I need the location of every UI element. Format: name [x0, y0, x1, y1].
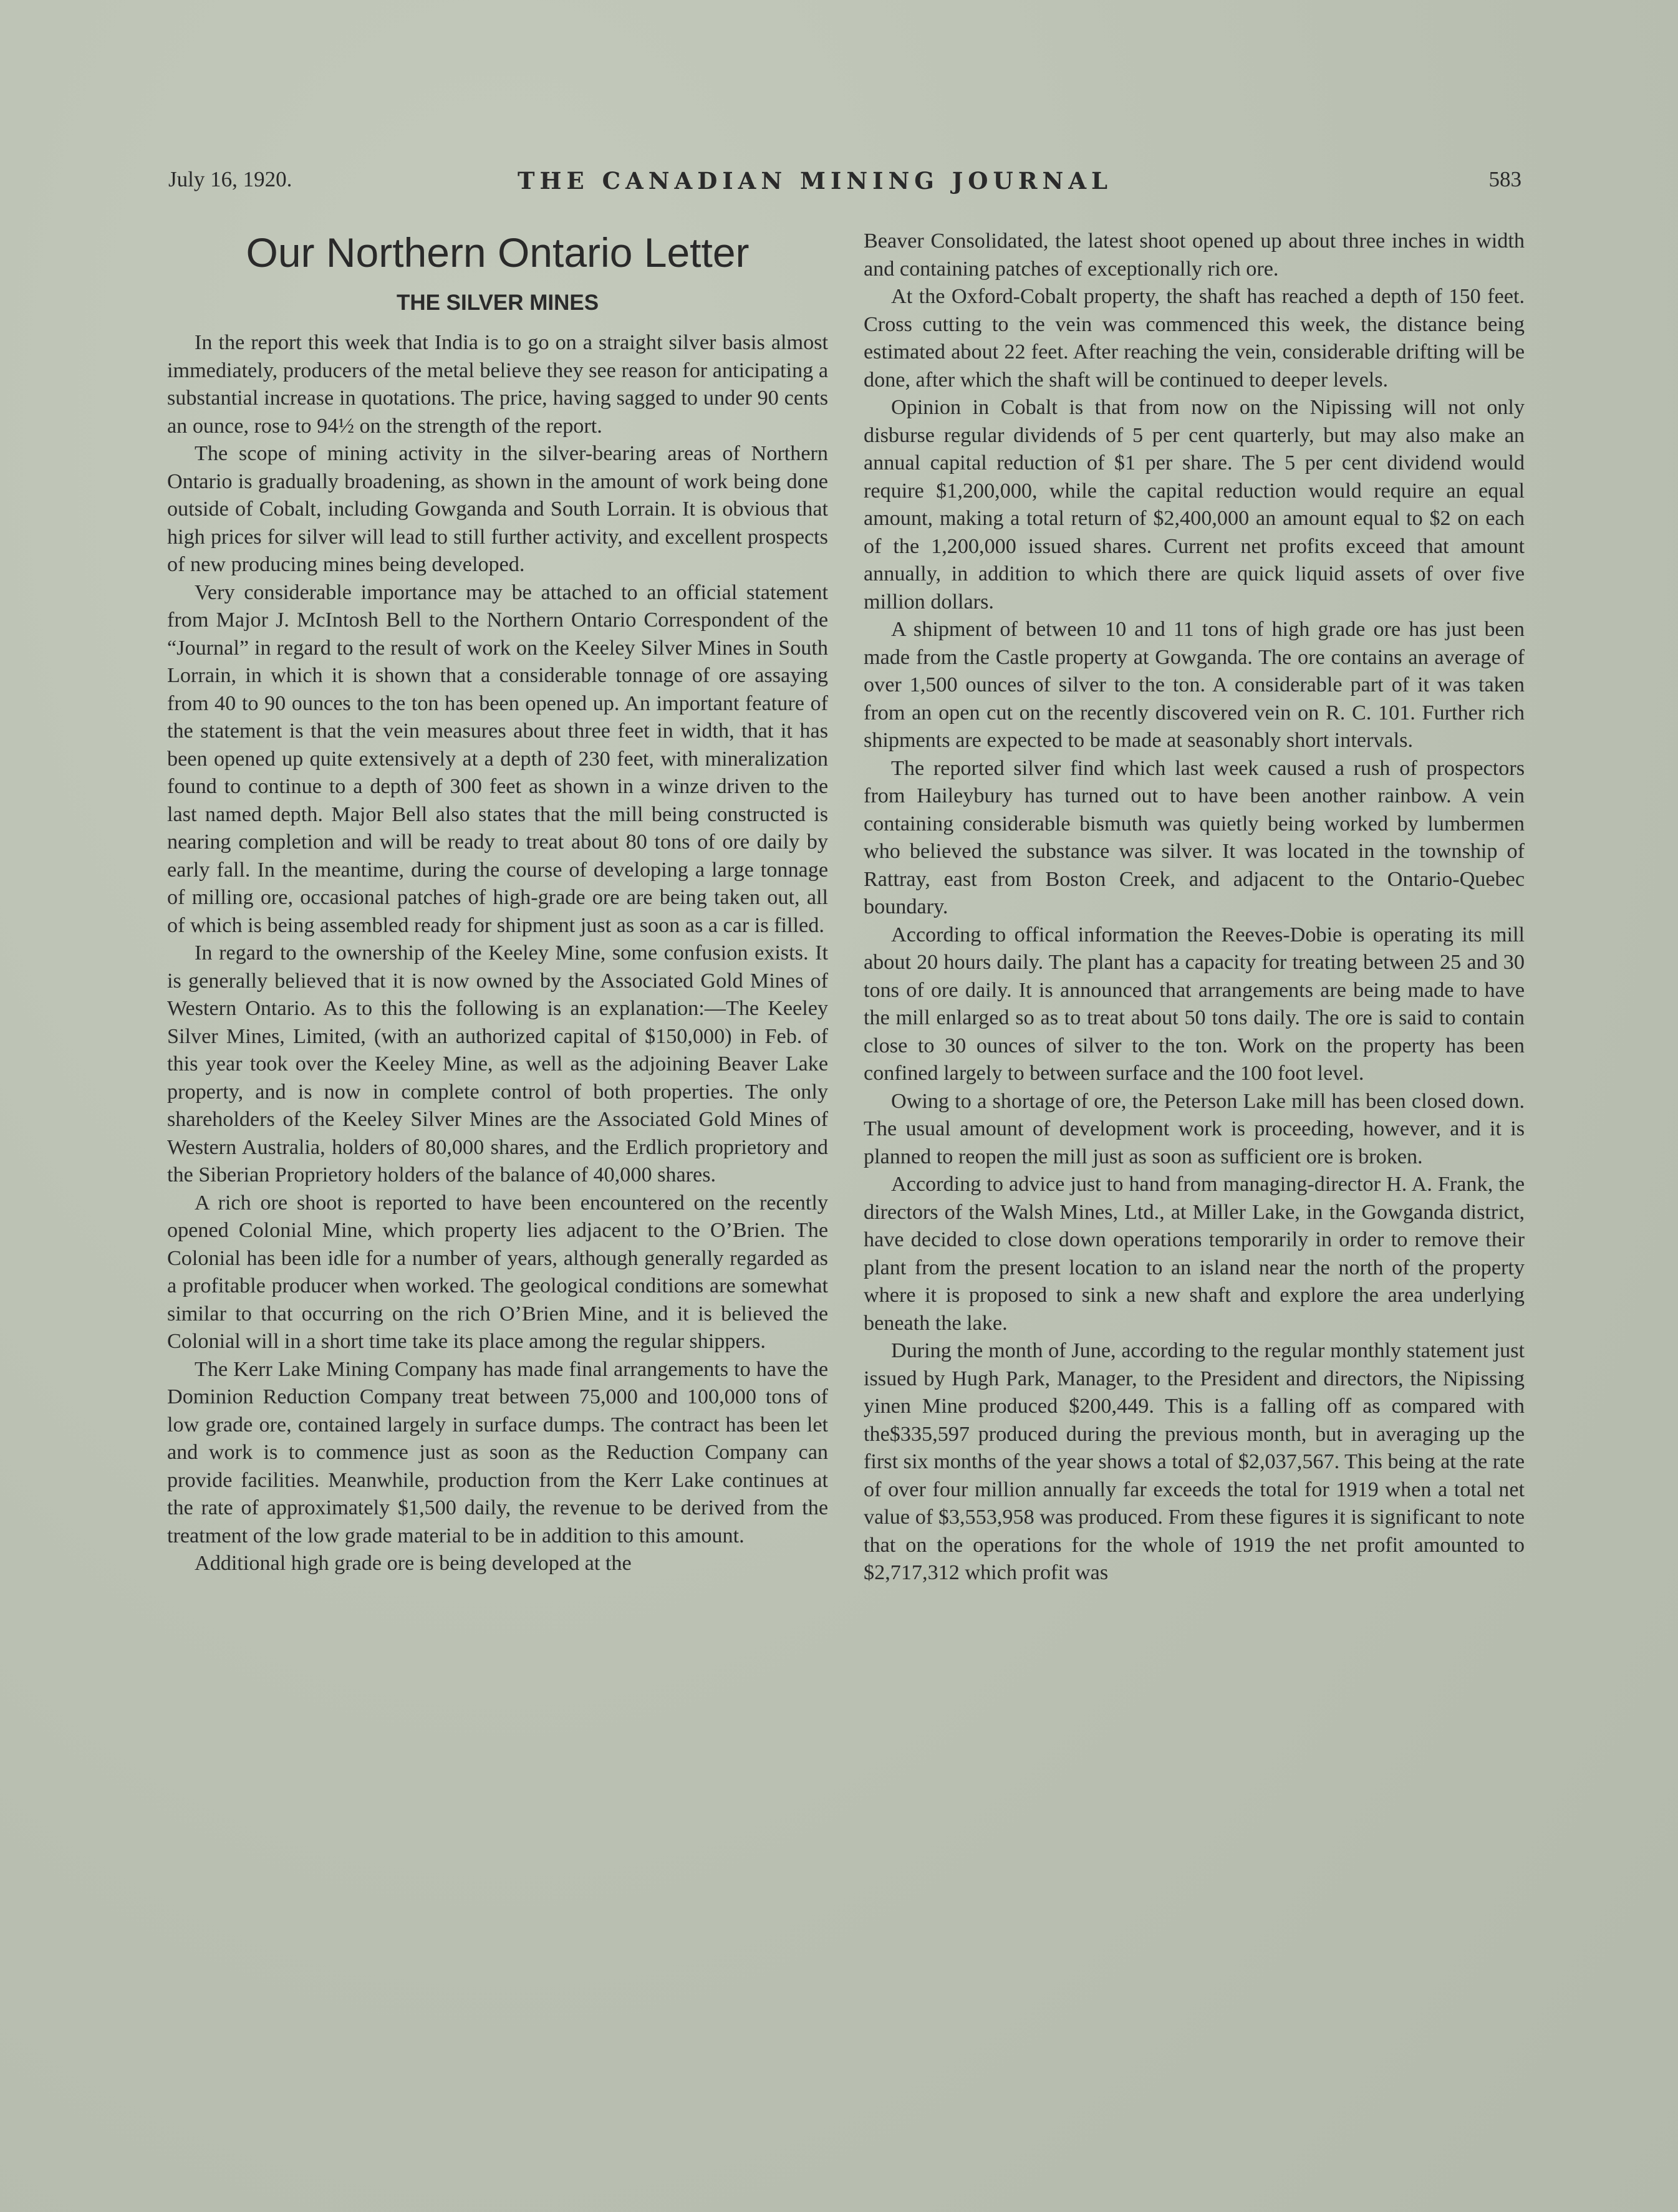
left-column [167, 224, 828, 1578]
paragraph: The scope of mining activity in the silver-bearing areas of Northern Ontario is gradually broadening, as shown in the amount of work being done outside of Cobalt, including Gowganda and South Lorrain. It is obvious that high prices for silver will lead to still further activity, and excellent prospects of new producing mines being developed. [167, 442, 828, 576]
paragraph: During the month of June, according to the regular monthly statement just issued by Hugh Park, Manager, to the President and directors, the Nipissing yinen Mine produced $200,449. This is a falling off as compared with the$335,597 produced during the previous month, but in averaging up the first six months of the year shows a total of $2,037,567. This being at the rate of over four million annually far exceeds the total for 1919 when a total net value of $3,553,958 was produced. From these figures it is significant to note that on the operations for the whole of 1919 the net profit amounted to $2,717,312 which profit was [864, 1339, 1525, 1584]
paragraph: A shipment of between 10 and 11 tons of high grade ore has just been made from the Castle property at Gowganda. The ore contains an average of over 1,500 ounces of silver to the ton. A considerable part of it was taken from an open cut on the recently discovered vein on R. C. 101. Further rich shipments are expected to be made at seasonably short intervals. [864, 618, 1525, 752]
article-title: Our Northern Ontario Letter [246, 229, 750, 276]
paragraph: Opinion in Cobalt is that from now on the Nipissing will not only disburse regular dividends of 5 per cent quarterly, but may also make an annual capital reduction of $1 per share. The 5 per cent dividend would require $1,200,000, while the capital reduction would require an equal amount, making a total return of $2,400,000 an amount equal to $2 on each of the 1,200,000 issued shares. Current net profits exceed that amount annually, in addition to which there are quick liquid assets of over five million dollars. [864, 396, 1525, 613]
paragraph: Additional high grade ore is being developed at the [195, 1552, 632, 1575]
right-column [864, 228, 1525, 1587]
running-header [168, 167, 1521, 198]
paragraph: At the Oxford-Cobalt property, the shaft has reached a depth of 150 feet. Cross cutting to the vein was commenced this week, the distance being estimated about 22 feet. After reaching the vein, considerable drifting will be done, after which the shaft will be continued to deeper levels. [864, 285, 1525, 392]
paragraph: According to offical information the Reeves-Dobie is operating its mill about 20 hours daily. The plant has a capacity for treating between 25 and 30 tons of ore daily. It is announced that arrangements are being made to have the mill enlarged so as to treat about 50 tons daily. The ore is said to contain close to 30 ounces of silver to the ton. Work on the property has been confined largely to between surface and the 100 foot level. [864, 923, 1525, 1085]
paragraph: In the report this week that India is to go on a straight silver basis almost immediately, producers of the metal believe they see reason for anticipating a substantial increase in quotations. The price, having sagged to under 90 cents an ounce, rose to 94½ on the strength of the report. [167, 331, 828, 438]
paragraph: Very considerable importance may be attached to an official statement from Major J. McIntosh Bell to the Northern Ontario Correspondent of the “Journal” in regard to the result of work on the Keeley Silver Mines in South Lorrain, in which it is shown that a considerable tonnage of ore assaying from 40 to 90 ounces to the ton has been opened up. An important feature of the statement is that the vein measures about three feet in width, that it has been opened up quite extensively at a depth of 230 feet, with mineralization found to continue to a depth of 300 feet as shown in a winze driven to the last named depth. Major Bell also states that the mill being constructed is nearing completion and will be ready to treat about 80 tons of ore daily by early fall. In the meantime, during the course of developing a large tonnage of milling ore, occasional patches of high-grade ore are being taken out, all of which is being assembled ready for shipment just as soon as a car is filled. [167, 580, 828, 937]
paragraph: Owing to a shortage of ore, the Peterson Lake mill has been closed down. The usual amount of development work is proceeding, however, and it is planned to reopen the mill just as soon as sufficient ore is broken. [864, 1089, 1525, 1168]
paragraph: The Kerr Lake Mining Company has made final arrangements to have the Dominion Reduction Company treat between 75,000 and 100,000 tons of low grade ore, contained largely in surface dumps. The contract has been let and work is to commence just as soon as the Reduction Company can provide facilities. Meanwhile, production from the Kerr Lake continues at the rate of approximately $1,500 daily, the revenue to be derived from the treatment of the low grade material to be in addition to this amount. [167, 1357, 828, 1547]
paragraph: According to advice just to hand from managing-director H. A. Frank, the directors of the Walsh Mines, Ltd., at Miller Lake, in the Gowganda district, have decided to close down operations temporarily in order to remove their plant from the present location to an island near the north of the property where it is proposed to sink a new shaft and explore the area underlying beneath the lake. [864, 1173, 1525, 1335]
paragraph: Beaver Consolidated, the latest shoot opened up about three inches in width and containing patches of exceptionally rich ore. [864, 229, 1525, 281]
paragraph: The reported silver find which last week caused a rush of prospectors from Haileybury has turned out to have been another rainbow. A vein containing considerable bismuth was quietly being worked by lumbermen who believed the substance was silver. It was located in the township of Rattray, east from Boston Creek, and adjacent to the Ontario-Quebec boundary. [864, 756, 1525, 918]
journal-name: THE CANADIAN MINING JOURNAL [518, 167, 1113, 195]
issue-date: July 16, 1920. [168, 167, 292, 191]
paragraph: A rich ore shoot is reported to have been encountered on the recently opened Colonial Mine, which property lies adjacent to the O’Brien. The Colonial has been idle for a number of years, although generally regarded as a profitable producer when worked. The geological conditions are somewhat similar to that occurring on the rich O’Brien Mine, and it is believed the Colonial will in a short time take its place among the regular shippers. [167, 1191, 828, 1353]
page-number: 583 [1488, 167, 1521, 191]
article-subtitle: THE SILVER MINES [396, 291, 599, 315]
paragraph: In regard to the ownership of the Keeley Mine, some confusion exists. It is generally believed that it is now owned by the Associated Gold Mines of Western Ontario. As to this the following is an explanation:—The Keeley Silver Mines, Limited, (with an authorized capital of $150,000) in Feb. of this year took over the Keeley Mine, as well as the adjoining Beaver Lake property, and is now in complete control of both properties. The only shareholders of the Keeley Silver Mines are the Associated Gold Mines of Western Australia, holders of 80,000 shares, and the Erdlich proprietory and the Siberian Proprietory holders of the balance of 40,000 shares. [167, 941, 828, 1186]
